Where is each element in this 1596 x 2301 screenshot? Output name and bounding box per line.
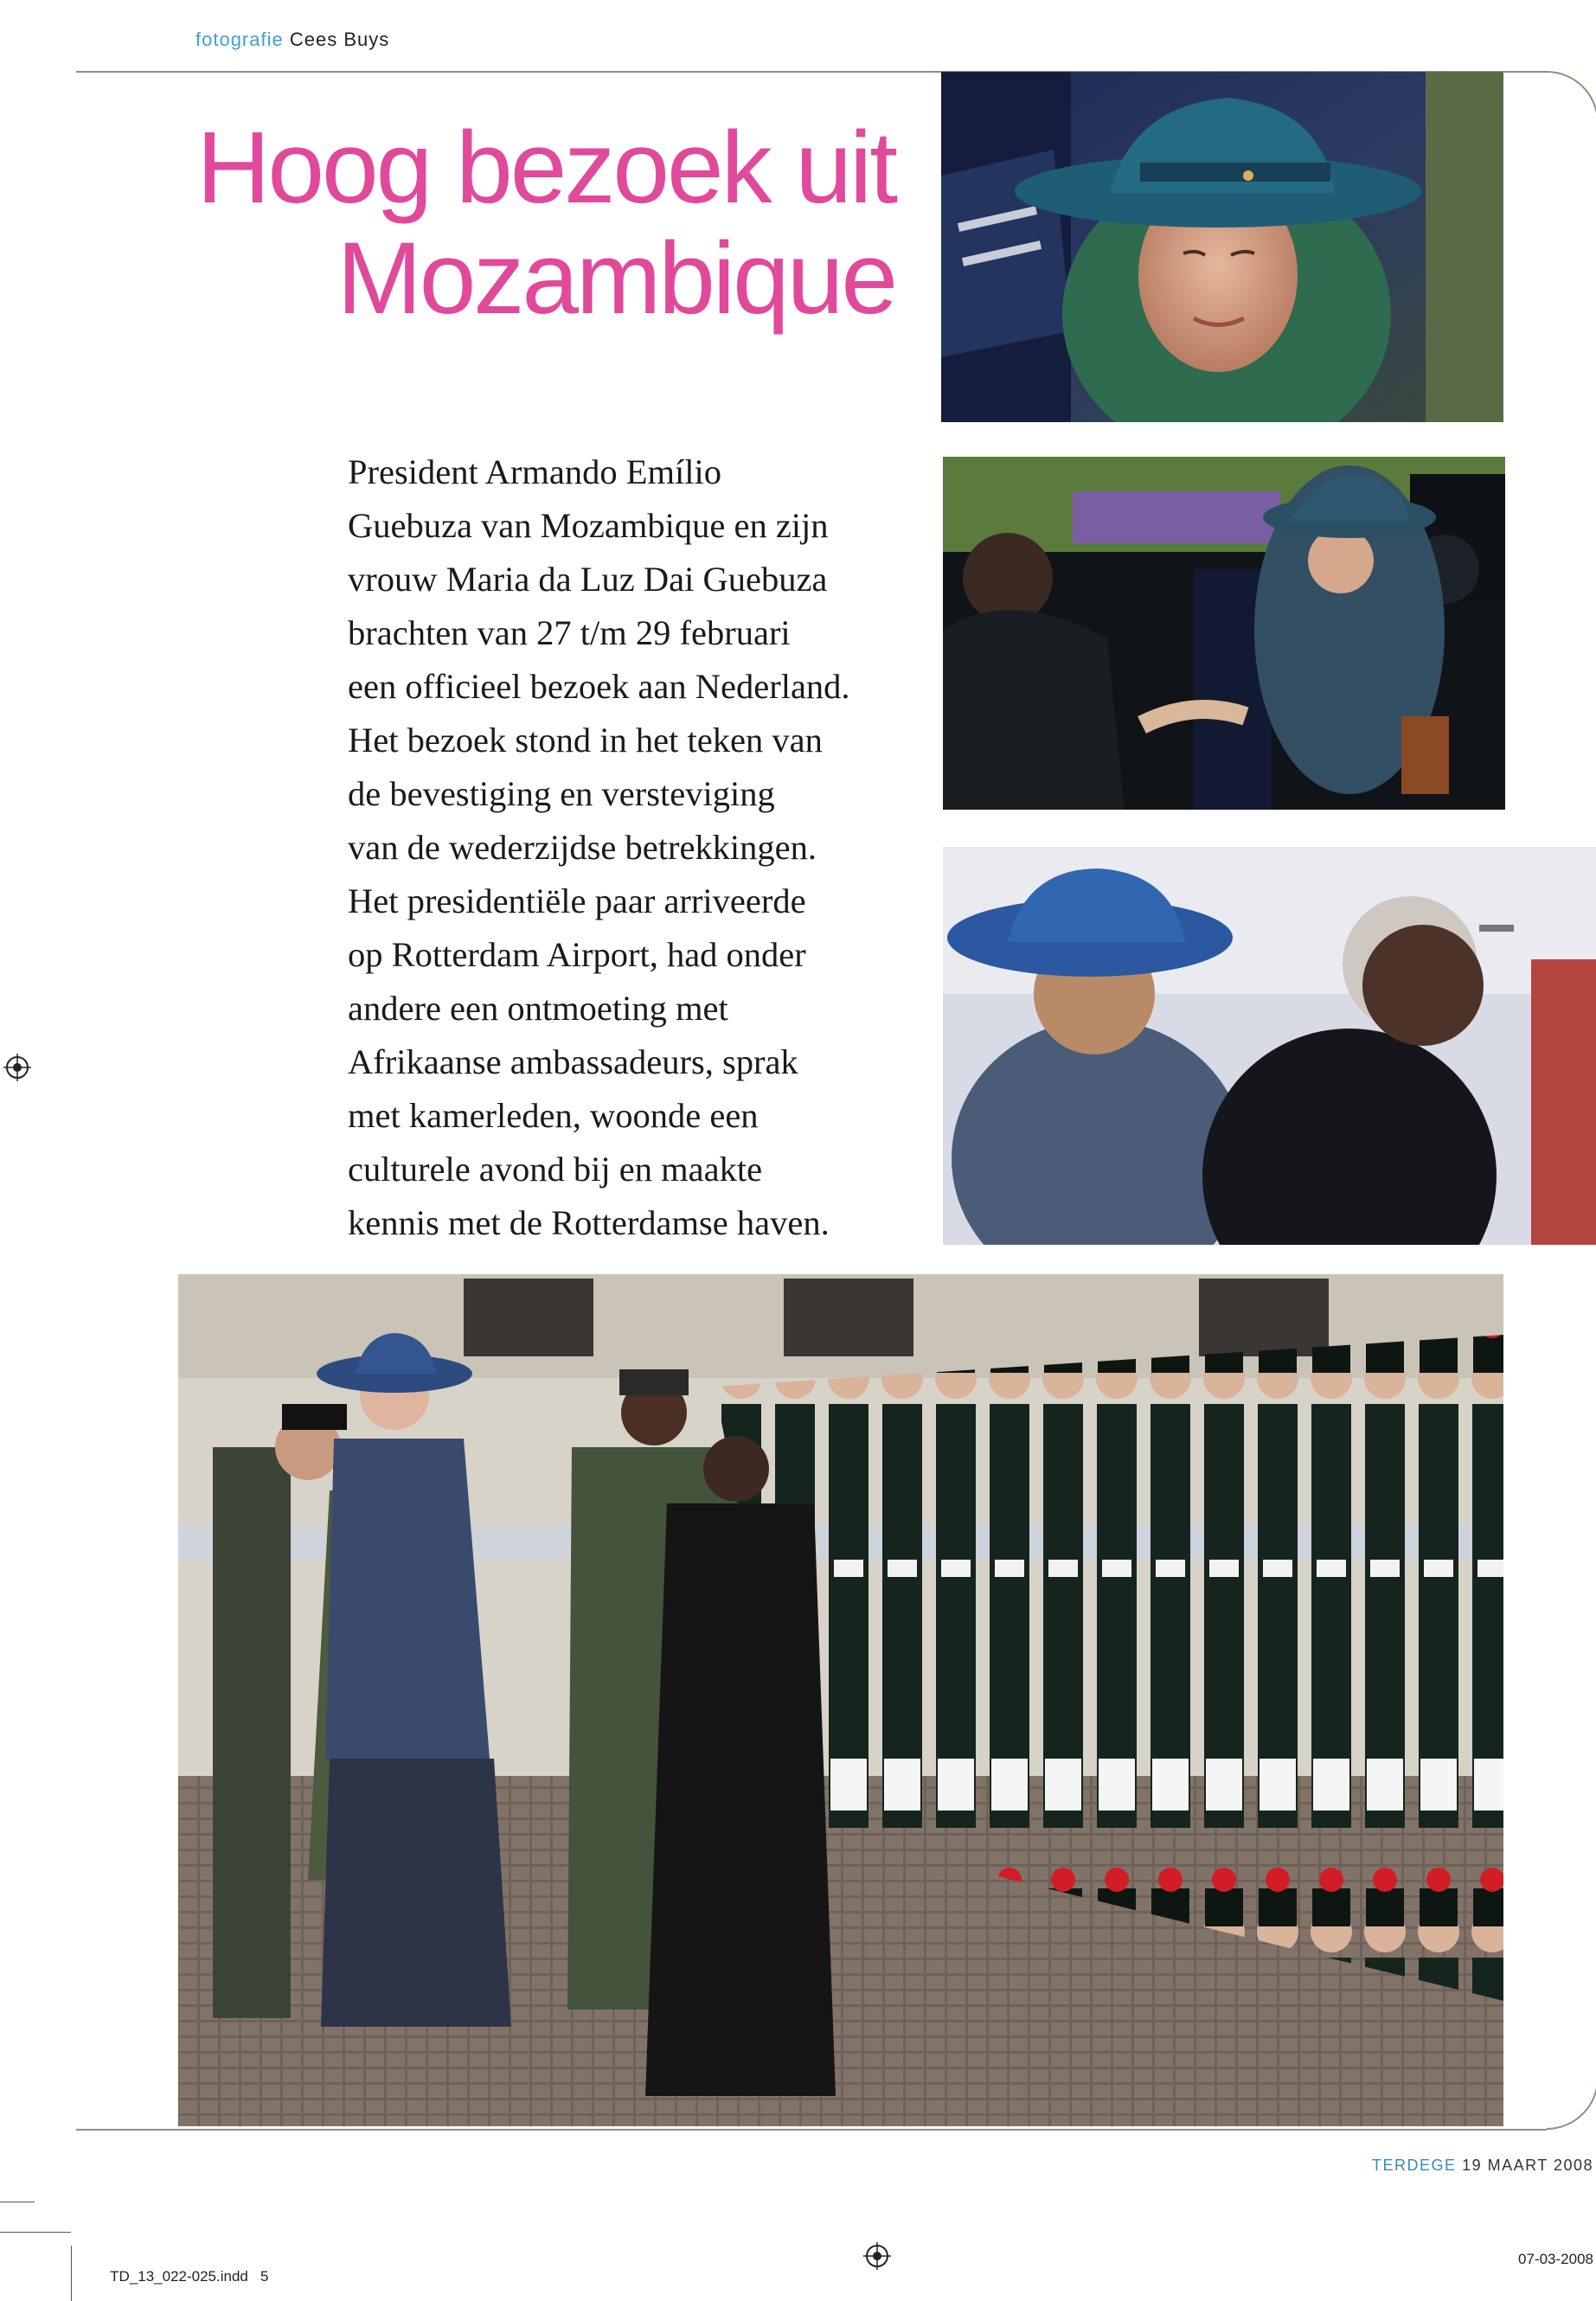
body-line: Guebuza van Mozambique en zijn <box>348 506 829 545</box>
body-line: Het presidentiële paar arriveerde <box>348 881 806 920</box>
queen-and-president-back-photo <box>943 847 1596 1245</box>
body-line: andere een ontmoeting met <box>348 989 728 1028</box>
bottom-rule-corner <box>1547 2078 1596 2130</box>
body-line: brachten van 27 t/m 29 februari <box>348 613 791 652</box>
body-line: President Armando Emílio <box>348 452 721 491</box>
photo-credit-name: Cees Buys <box>289 29 390 50</box>
guard-of-honour-inspection-photo <box>178 1274 1503 2126</box>
body-line: van de wederzijdse betrekkingen. <box>348 828 817 867</box>
handshake-photo <box>943 457 1505 810</box>
photo-credit-label: fotografie <box>195 29 284 50</box>
page-footer <box>1372 2157 1593 2175</box>
issue-date: 19 MAART 2008 <box>1462 2157 1593 2174</box>
bottom-rule <box>76 2129 1547 2131</box>
title-line-1: Hoog bezoek uit <box>196 111 895 225</box>
body-line: de bevestiging en versteviging <box>348 774 775 813</box>
photo-credit <box>195 29 389 51</box>
queen-portrait-photo <box>941 72 1503 422</box>
body-line: Afrikaanse ambassadeurs, sprak <box>348 1042 798 1081</box>
magazine-name: TERDEGE <box>1372 2157 1457 2174</box>
registration-mark-icon <box>863 2242 891 2270</box>
print-slug-file <box>102 2251 269 2285</box>
print-slug-date: 07-03-2008 <box>1518 2251 1593 2267</box>
top-rule-corner <box>1547 71 1596 123</box>
crop-mark <box>0 2232 71 2233</box>
body-line: kennis met de Rotterdamse haven. <box>348 1203 830 1242</box>
body-line: vrouw Maria da Luz Dai Guebuza <box>348 560 828 599</box>
page-title <box>130 112 895 334</box>
body-line: op Rotterdam Airport, had onder <box>348 935 806 974</box>
body-line: culturele avond bij en maakte <box>348 1150 763 1189</box>
body-line: met kamerleden, woonde een <box>348 1096 759 1135</box>
registration-mark-icon <box>3 1054 31 1081</box>
crop-mark <box>71 2246 72 2301</box>
title-line-2: Mozambique <box>337 221 895 336</box>
slug-filename: TD_13_022-025.indd 5 <box>110 2268 269 2285</box>
body-line: Het bezoek stond in het teken van <box>348 721 823 760</box>
article-body <box>348 445 919 1250</box>
body-line: een officieel bezoek aan Nederland. <box>348 667 850 706</box>
